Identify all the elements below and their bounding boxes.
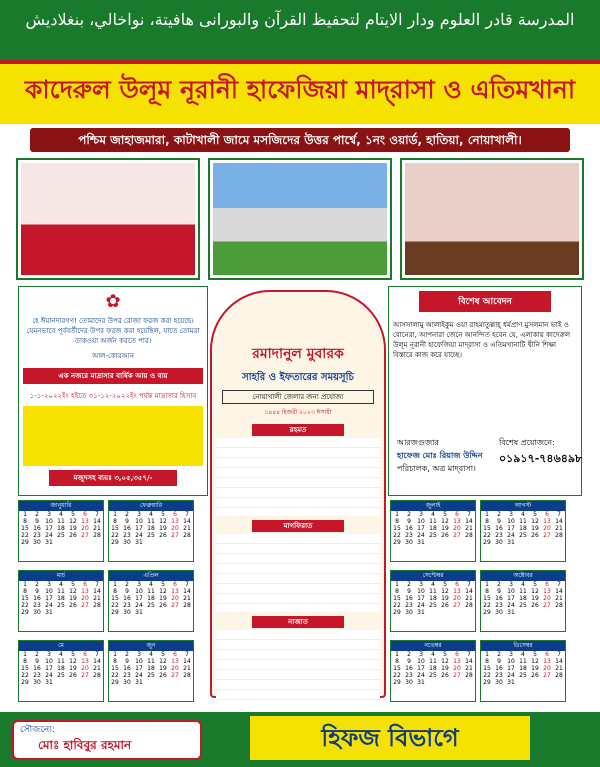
- sponsor-box: [12, 720, 202, 760]
- income-heading: এক নজরে মাদ্রাসার বার্ষিক আয় ও ব্যয়: [23, 368, 203, 384]
- building-photo: [210, 160, 390, 278]
- schedule-year: ১৪৪৪ হিজরী ২০২৩ ঈসায়ী: [264, 409, 332, 416]
- month-grid: 1 2 3 4 5 6 7 8 9 10 11 12 13 14 15 16 17 18 19 20 21 22 23 24 25 26 27 28 29 30 31: [111, 581, 191, 616]
- arabic-header: المدرسة قادر العلوم ودار الايتام لتحفيظ القرآن والبورانى هافيتة، نواخالي، بنغلاديش: [25, 10, 575, 29]
- month-grid: 1 2 3 4 5 6 7 8 9 10 11 12 13 14 15 16 17 18 19 20 21 22 23 24 25 26 27 28 29 30 31: [21, 511, 101, 546]
- accounts-total: মজুদসহ ব্যয়ঃ ৩,০৫,৩৫৭/-: [49, 470, 177, 486]
- ramadan-schedule: [210, 290, 386, 698]
- month-calendar: [108, 500, 194, 562]
- address-bar: পশ্চিম জাহাজমারা, কাটাখালী জামে মসজিদের উত্তর পার্শ্বে, ১নং ওয়ার্ড, হাতিয়া, নোয়াখালী।: [30, 128, 570, 152]
- director-role: পরিচালক, অত্র মাদ্‌রাসা।: [397, 464, 476, 473]
- signed-label: আরজগুজার: [397, 438, 439, 447]
- month-grid: 1 2 3 4 5 6 7 8 9 10 11 12 13 14 15 16 17 18 19 20 21 22 23 24 25 26 27 28 29 30 31: [21, 651, 101, 686]
- month-calendar: [480, 640, 566, 702]
- appeal-body: আসসালামু আলাইকুম ওয়া রাহমাতুল্লাহ্‌ ধর্মপ্রাণ মুসলমান ভাই ও বোনেরা, আপনারা জেনে আনন্দিত হবেন যে, এলাকায় কাদেরুল উলূম নূরানী হাফেজিয়া মাদ্‌রাসা ও এতিমখানাটি দ্বীনি শিক্ষা বিস্তারে কাজ করে যাচ্ছে।: [393, 321, 571, 359]
- director-name: হাফেজ মোঃ রিয়াজ উদ্দিন: [397, 451, 483, 460]
- month-calendar: [390, 570, 476, 632]
- month-name: ফেব্রুয়ারি: [109, 501, 193, 511]
- contact-label: বিশেষ প্রয়োজনে:: [499, 438, 555, 447]
- classroom-photo: [18, 160, 198, 278]
- month-name: আগস্ট: [481, 501, 565, 511]
- month-grid: 1 2 3 4 5 6 7 8 9 10 11 12 13 14 15 16 17 18 19 20 21 22 23 24 25 26 27 28 29 30 31: [111, 511, 191, 546]
- month-grid: 1 2 3 4 5 6 7 8 9 10 11 12 13 14 15 16 17 18 19 20 21 22 23 24 25 26 27 28 29 30 31: [483, 581, 563, 616]
- month-name: মার্চ: [19, 571, 103, 581]
- month-name: জুলাই: [391, 501, 475, 511]
- month-calendar: [18, 570, 104, 632]
- month-calendar: [108, 570, 194, 632]
- month-calendar: [480, 500, 566, 562]
- phone-number: ০১৯১৭-৭৪৬৪৯৮: [499, 452, 583, 465]
- ramadan-greeting: রমাদানুল মুবারক: [252, 346, 344, 362]
- month-calendar: [390, 640, 476, 702]
- left-panel: [18, 286, 208, 496]
- section-rahmat: রহমত: [252, 424, 344, 436]
- month-name: ডিসেম্বর: [481, 641, 565, 651]
- month-calendar: [390, 500, 476, 562]
- courtesy-label: সৌজন্যে:: [20, 725, 55, 735]
- month-name: জানুয়ারি: [19, 501, 103, 511]
- month-calendar: [18, 640, 104, 702]
- month-grid: 1 2 3 4 5 6 7 8 9 10 11 12 13 14 15 16 17 18 19 20 21 22 23 24 25 26 27 28 29 30 31: [393, 511, 473, 546]
- month-name: অক্টোবর: [481, 571, 565, 581]
- month-calendar: [480, 570, 566, 632]
- office-photo: [402, 160, 582, 278]
- month-grid: 1 2 3 4 5 6 7 8 9 10 11 12 13 14 15 16 17 18 19 20 21 22 23 24 25 26 27 28 29 30 31: [393, 581, 473, 616]
- appeal-heading: বিশেষ আবেদন: [419, 291, 551, 312]
- table-magfirat: [216, 534, 380, 612]
- accounts-table: [23, 406, 203, 466]
- right-panel: [388, 286, 582, 496]
- table-najat: [216, 630, 380, 708]
- month-name: এপ্রিল: [109, 571, 193, 581]
- page-title: কাদেরুল উলূম নূরানী হাফেজিয়া মাদ্‌রাসা ও এতিমখানা: [24, 75, 576, 104]
- month-name: জুন: [109, 641, 193, 651]
- quran-quote: হে ঈমানদারগণ! তোমাদের উপর রোজা ফরজ করা হয়েছে। যেমনভাবে পূর্ববর্তীদের উপর ফরজ করা হয়েছিল, যাতে তোমরা তাকওয়া অর্জন করতে পার।: [26, 317, 200, 345]
- month-grid: 1 2 3 4 5 6 7 8 9 10 11 12 13 14 15 16 17 18 19 20 21 22 23 24 25 26 27 28 29 30 31: [393, 651, 473, 686]
- hifz-banner: হিফজ বিভাগে: [250, 716, 530, 760]
- quote-ref: আল-কোরআন: [92, 352, 134, 360]
- month-grid: 1 2 3 4 5 6 7 8 9 10 11 12 13 14 15 16 17 18 19 20 21 22 23 24 25 26 27 28 29 30 31: [111, 651, 191, 686]
- sponsor-name: মোঃ হাবিবুর রহমান: [38, 738, 132, 752]
- schedule-title: সাহরি ও ইফতারের সময়সূচি: [242, 372, 354, 383]
- schedule-area: নোয়াখালী জেলার জন্য প্রযোজ্য: [222, 390, 374, 404]
- table-rahmat: [216, 438, 380, 516]
- month-calendar: [18, 500, 104, 562]
- month-name: মে: [19, 641, 103, 651]
- section-najat: নাজাত: [252, 616, 344, 628]
- month-grid: 1 2 3 4 5 6 7 8 9 10 11 12 13 14 15 16 17 18 19 20 21 22 23 24 25 26 27 28 29 30 31: [483, 651, 563, 686]
- month-name: নভেম্বর: [391, 641, 475, 651]
- accounts-period: ১-১-২০২২ইং হইতে ৩১-১২-২০২২ইং পর্যন্ত মাদ্রাসার হিসাব: [29, 392, 197, 400]
- arabic-band: [0, 0, 600, 60]
- month-name: সেপ্টেম্বর: [391, 571, 475, 581]
- month-calendar: [108, 640, 194, 702]
- month-grid: 1 2 3 4 5 6 7 8 9 10 11 12 13 14 15 16 17 18 19 20 21 22 23 24 25 26 27 28 29 30 31: [21, 581, 101, 616]
- section-magfirat: মাগফিরাত: [252, 520, 344, 532]
- month-grid: 1 2 3 4 5 6 7 8 9 10 11 12 13 14 15 16 17 18 19 20 21 22 23 24 25 26 27 28 29 30 31: [483, 511, 563, 546]
- calligraphy-logo: ✿: [105, 291, 121, 312]
